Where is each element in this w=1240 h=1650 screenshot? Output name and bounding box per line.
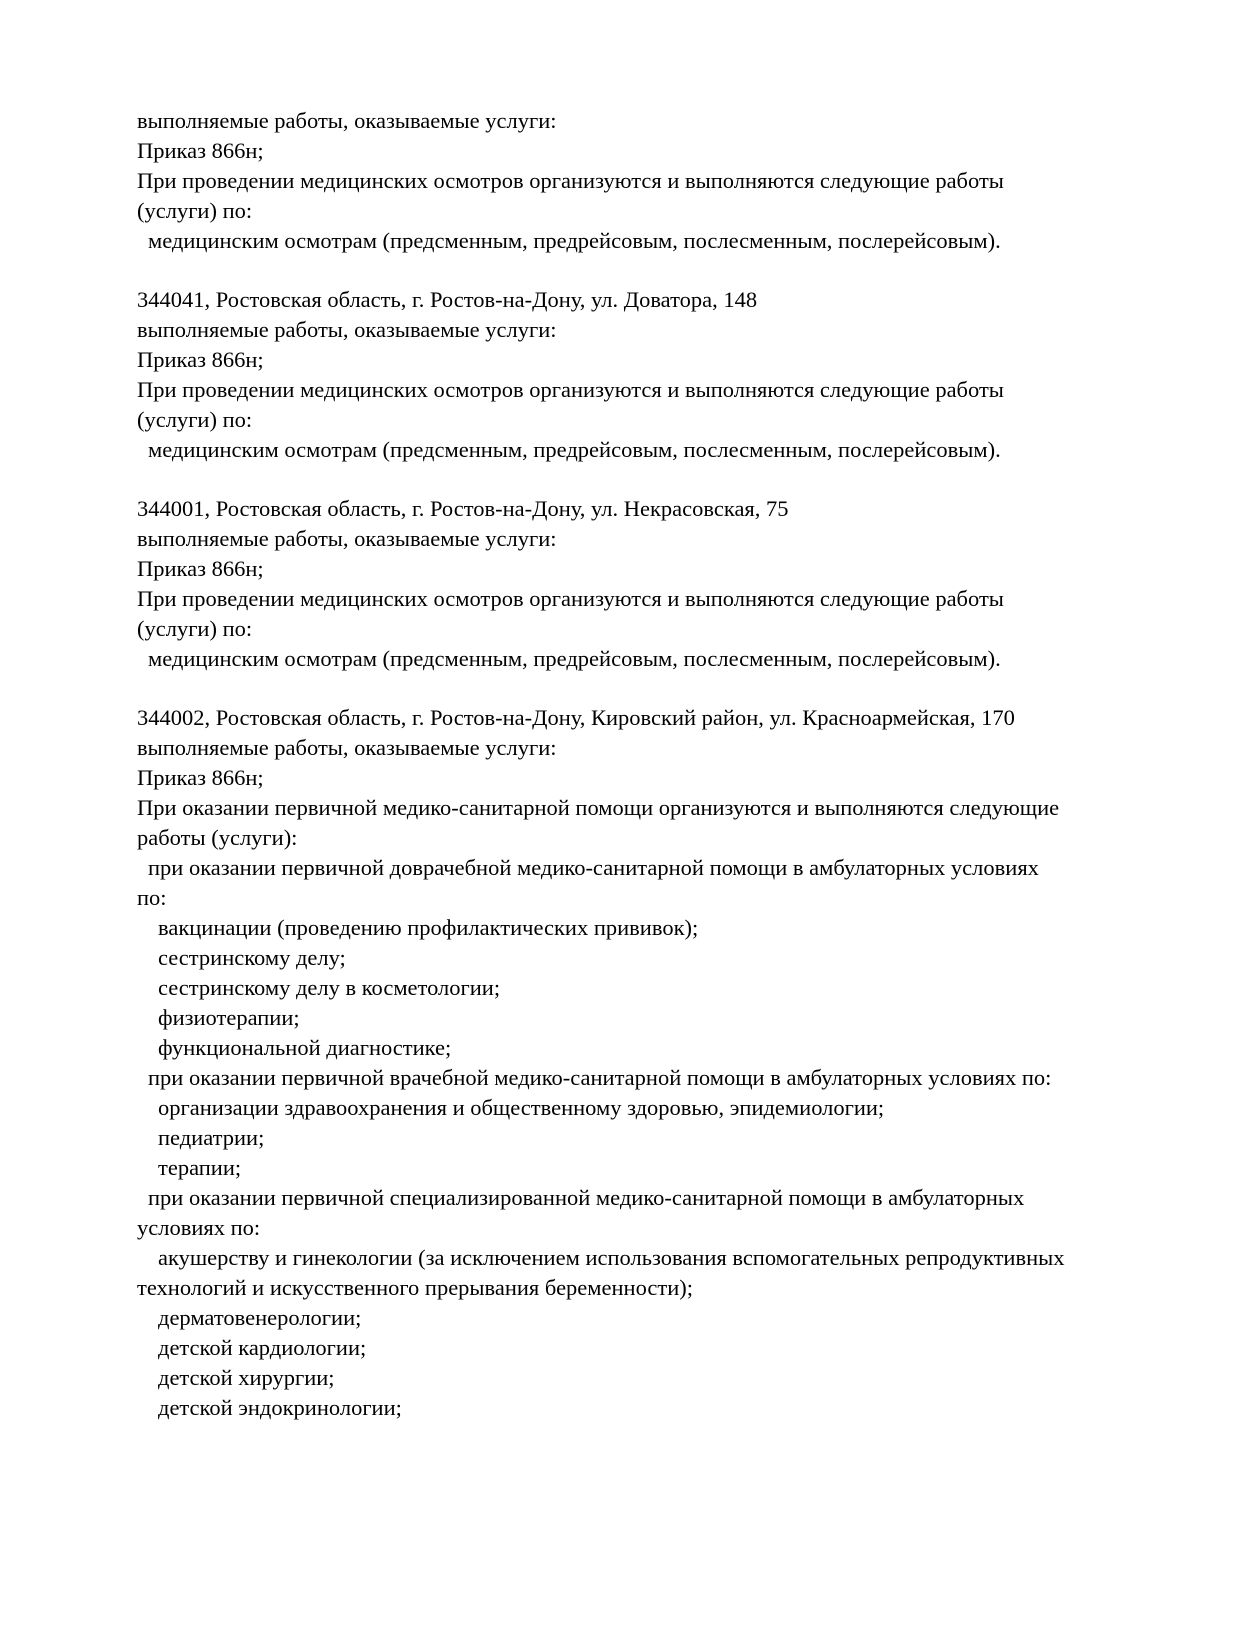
text-line: выполняемые работы, оказываемые услуги: (137, 735, 557, 760)
text-line: 344002, Ростовская область, г. Ростов-на-Дону, Кировский район, ул. Красноармейская, 170 (137, 705, 1015, 730)
address-block-344001 (137, 494, 1170, 674)
text-line: сестринскому делу; (158, 945, 346, 970)
text-line: При проведении медицинских осмотров организуются и выполняются следующие работы (137, 377, 1004, 402)
text-line: (услуги) по: (137, 407, 253, 432)
text-line: медицинским осмотрам (предсменным, предрейсовым, послесменным, послерейсовым). (148, 437, 1001, 462)
text-line: выполняемые работы, оказываемые услуги: (137, 526, 557, 551)
text-line: детской эндокринологии; (158, 1395, 402, 1420)
text-line: сестринскому делу в косметологии; (158, 975, 501, 1000)
text-line: При проведении медицинских осмотров организуются и выполняются следующие работы (137, 586, 1004, 611)
text-line: детской хирургии; (158, 1365, 335, 1390)
address-block-344002 (137, 703, 1170, 1423)
text-line: медицинским осмотрам (предсменным, предрейсовым, послесменным, послерейсовым). (148, 228, 1001, 253)
text-line: выполняемые работы, оказываемые услуги: (137, 317, 557, 342)
text-line: выполняемые работы, оказываемые услуги: (137, 108, 557, 133)
text-line: При проведении медицинских осмотров организуются и выполняются следующие работы (137, 168, 1004, 193)
text-line: организации здравоохранения и общественному здоровью, эпидемиологии; (158, 1095, 885, 1120)
text-line: При оказании первичной медико-санитарной помощи организуются и выполняются следующие (137, 795, 1060, 820)
text-line: Приказ 866н; (137, 347, 264, 372)
text-line: по: (137, 885, 167, 910)
address-block-344041 (137, 285, 1170, 465)
text-line: детской кардиологии; (158, 1335, 367, 1360)
text-line: технологий и искусственного прерывания беременности); (137, 1275, 694, 1300)
text-line: Приказ 866н; (137, 138, 264, 163)
text-line: педиатрии; (158, 1125, 265, 1150)
text-line: работы (услуги): (137, 825, 298, 850)
text-line: условиях по: (137, 1215, 261, 1240)
text-line: (услуги) по: (137, 198, 253, 223)
text-line: при оказании первичной доврачебной медико-санитарной помощи в амбулаторных условиях (148, 855, 1039, 880)
text-line: при оказании первичной врачебной медико-санитарной помощи в амбулаторных условиях по: (148, 1065, 1052, 1090)
document-body (137, 106, 1170, 1423)
text-line: терапии; (158, 1155, 242, 1180)
text-line: Приказ 866н; (137, 765, 264, 790)
text-line: (услуги) по: (137, 616, 253, 641)
text-line: акушерству и гинекологии (за исключением использования вспомогательных репродуктивных (158, 1245, 1065, 1270)
text-line: физиотерапии; (158, 1005, 300, 1030)
text-line: 344041, Ростовская область, г. Ростов-на-Дону, ул. Доватора, 148 (137, 287, 758, 312)
text-line: Приказ 866н; (137, 556, 264, 581)
text-line: 344001, Ростовская область, г. Ростов-на-Дону, ул. Некрасовская, 75 (137, 496, 789, 521)
text-line: функциональной диагностике; (158, 1035, 452, 1060)
services-block-continued (137, 106, 1170, 256)
text-line: при оказании первичной специализированной медико-санитарной помощи в амбулаторных (148, 1185, 1025, 1210)
text-line: дерматовенерологии; (158, 1305, 362, 1330)
text-line: медицинским осмотрам (предсменным, предрейсовым, послесменным, послерейсовым). (148, 646, 1001, 671)
text-line: вакцинации (проведению профилактических прививок); (158, 915, 699, 940)
